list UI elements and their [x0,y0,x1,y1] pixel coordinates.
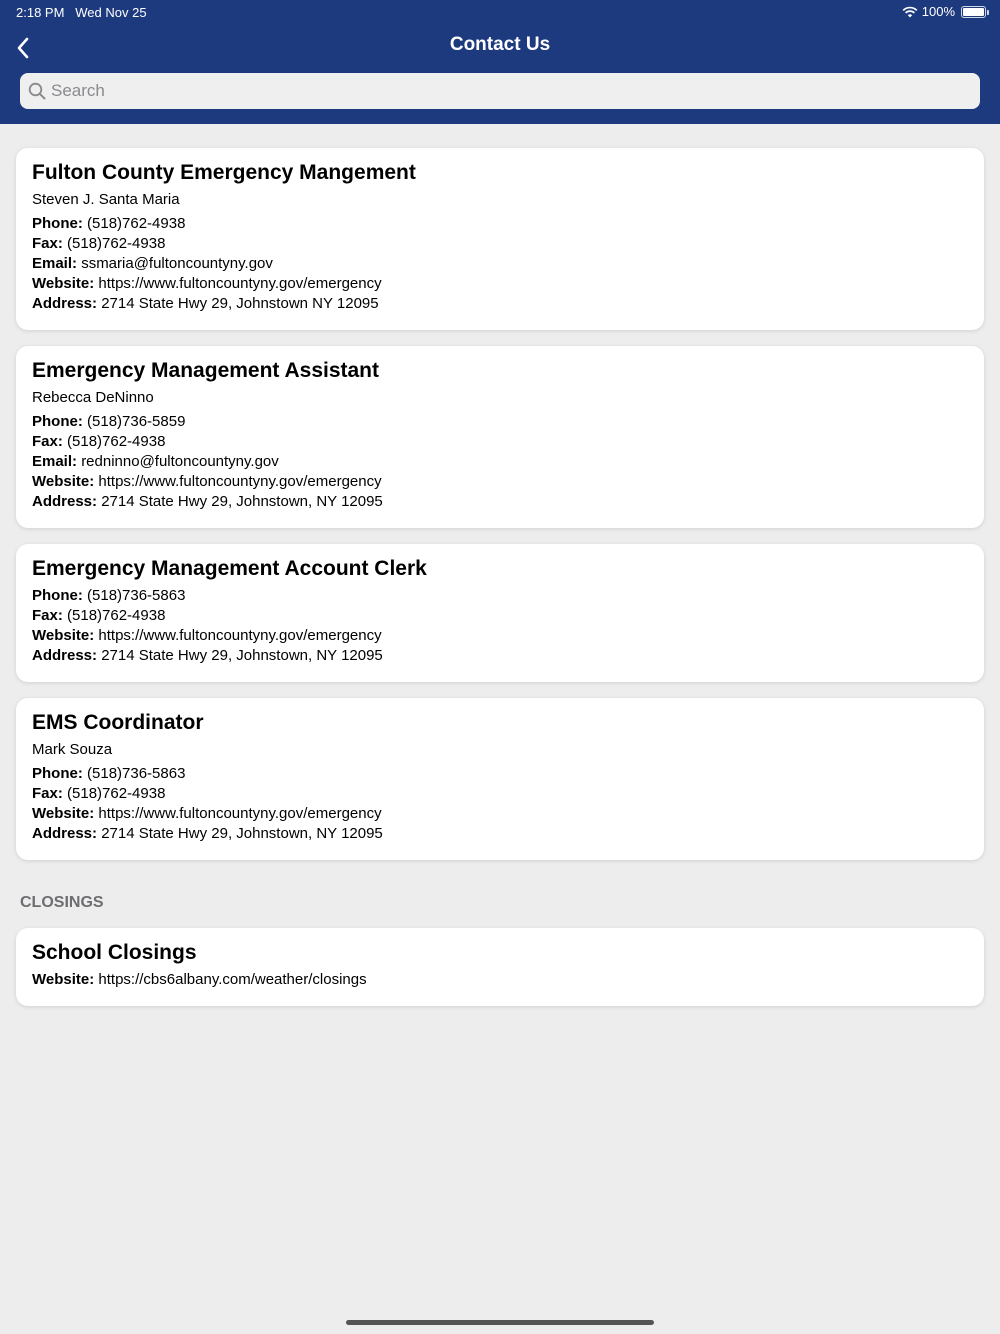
email-value[interactable]: ssmaria@fultoncountyny.gov [81,255,273,272]
address-value[interactable]: 2714 State Hwy 29, Johnstown, NY 12095 [101,825,383,842]
address-row[interactable]: Address: 2714 State Hwy 29, Johnstown, NY 12095 [32,647,383,664]
nav-header [0,0,1000,124]
address-value[interactable]: 2714 State Hwy 29, Johnstown, NY 12095 [101,493,383,510]
phone-value[interactable]: (518)736-5859 [87,413,186,430]
phone-value[interactable]: (518)762-4938 [87,215,186,232]
website-row[interactable]: Website: https://www.fultoncountyny.gov/emergency [32,275,382,292]
contact-card[interactable] [16,346,984,528]
page-title: Contact Us [449,34,551,55]
contact-title: Emergency Management Account Clerk [32,557,427,580]
email-row[interactable]: Email: redninno@fultoncountyny.gov [32,453,279,470]
website-link[interactable]: https://www.fultoncountyny.gov/emergency [98,473,382,490]
battery-icon [961,6,986,18]
address-value[interactable]: 2714 State Hwy 29, Johnstown, NY 12095 [101,647,383,664]
website-link[interactable]: https://www.fultoncountyny.gov/emergency [98,627,382,644]
fax-value: (518)762-4938 [67,235,166,252]
phone-row[interactable]: Phone: (518)736-5859 [32,413,186,430]
battery-percent: 100% [921,4,955,19]
contact-name: Mark Souza [32,741,113,758]
contact-card[interactable] [16,544,984,682]
fax-value: (518)762-4938 [67,607,166,624]
phone-value[interactable]: (518)736-5863 [87,587,186,604]
closings-section-header: CLOSINGS [20,894,104,911]
website-link[interactable]: https://cbs6albany.com/weather/closings [98,971,367,988]
website-row[interactable]: Website: https://www.fultoncountyny.gov/emergency [32,805,382,822]
website-row[interactable]: Website: https://cbs6albany.com/weather/closings [32,971,367,988]
phone-value[interactable]: (518)736-5863 [87,765,186,782]
contact-card[interactable] [16,148,984,330]
phone-row[interactable]: Phone: (518)762-4938 [32,215,186,232]
address-row[interactable]: Address: 2714 State Hwy 29, Johnstown, NY 12095 [32,493,383,510]
closing-title: School Closings [32,941,197,964]
search-bar[interactable] [20,73,980,109]
search-icon [28,82,46,100]
status-time: 2:18 PM Wed Nov 25 [16,5,147,20]
fax-row: Fax: (518)762-4938 [32,433,166,450]
fax-row: Fax: (518)762-4938 [32,607,166,624]
closing-card[interactable] [16,928,984,1006]
address-row[interactable]: Address: 2714 State Hwy 29, Johnstown NY 12095 [32,295,379,312]
status-indicators [902,4,986,19]
search-input[interactable] [51,81,951,101]
email-row[interactable]: Email: ssmaria@fultoncountyny.gov [32,255,273,272]
fax-row: Fax: (518)762-4938 [32,785,166,802]
contacts-list [16,148,984,1022]
contact-name: Rebecca DeNinno [32,389,154,406]
wifi-icon [902,6,918,18]
contact-title: EMS Coordinator [32,711,204,734]
contact-card[interactable] [16,698,984,860]
contact-title: Fulton County Emergency Mangement [32,161,416,184]
phone-row[interactable]: Phone: (518)736-5863 [32,765,186,782]
home-indicator[interactable] [346,1320,654,1325]
website-link[interactable]: https://www.fultoncountyny.gov/emergency [98,805,382,822]
contact-title: Emergency Management Assistant [32,359,380,382]
address-row[interactable]: Address: 2714 State Hwy 29, Johnstown, NY 12095 [32,825,383,842]
fax-value: (518)762-4938 [67,433,166,450]
contact-name: Steven J. Santa Maria [32,191,180,208]
website-link[interactable]: https://www.fultoncountyny.gov/emergency [98,275,382,292]
fax-value: (518)762-4938 [67,785,166,802]
website-row[interactable]: Website: https://www.fultoncountyny.gov/emergency [32,627,382,644]
fax-row: Fax: (518)762-4938 [32,235,166,252]
email-value[interactable]: redninno@fultoncountyny.gov [81,453,279,470]
website-row[interactable]: Website: https://www.fultoncountyny.gov/emergency [32,473,382,490]
address-value[interactable]: 2714 State Hwy 29, Johnstown NY 12095 [101,295,379,312]
phone-row[interactable]: Phone: (518)736-5863 [32,587,186,604]
